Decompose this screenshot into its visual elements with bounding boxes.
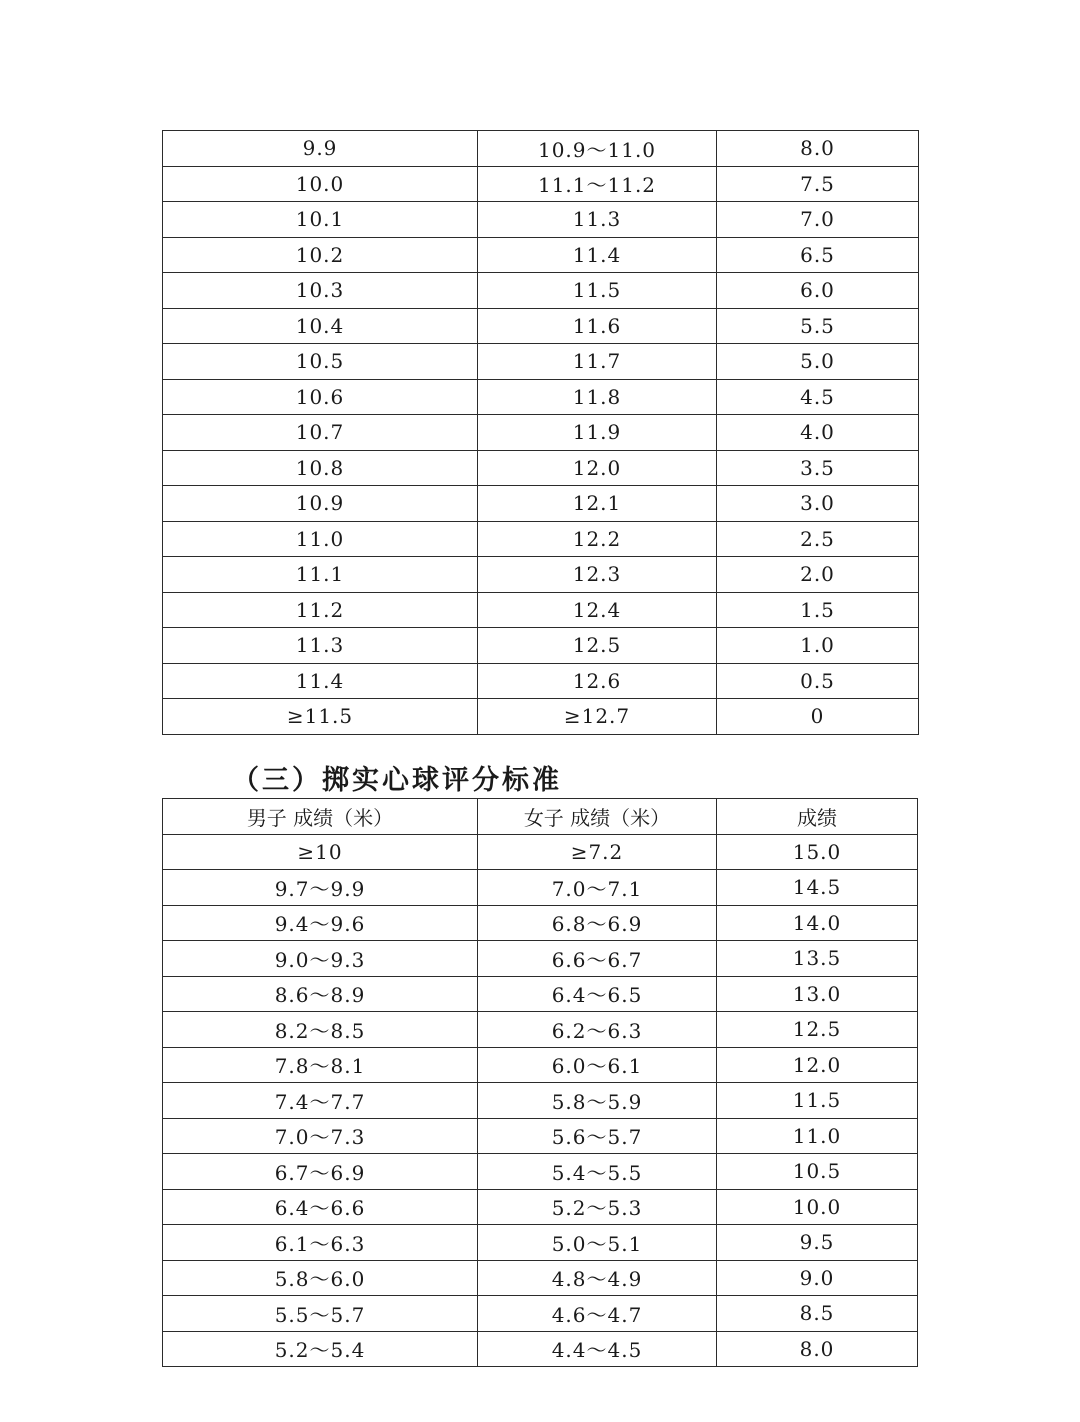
- score-cell: 14.0: [717, 905, 918, 941]
- male-result-cell: 5.8～6.0: [163, 1260, 478, 1296]
- male-result-cell: ≥10: [163, 834, 478, 870]
- table-row: [163, 1331, 918, 1367]
- table-row: [163, 273, 919, 309]
- male-result-cell: 10.1: [163, 202, 478, 238]
- table-row: [163, 344, 919, 380]
- scoring-table-continued-body: [163, 131, 919, 735]
- male-result-cell: 5.5～5.7: [163, 1296, 478, 1332]
- score-cell: 6.5: [717, 237, 919, 273]
- table-row: [163, 941, 918, 977]
- table-row: [163, 415, 919, 451]
- score-cell: 7.5: [717, 166, 919, 202]
- female-result-cell: 11.8: [478, 379, 717, 415]
- score-cell: 11.5: [717, 1083, 918, 1119]
- score-cell: 13.5: [717, 941, 918, 977]
- male-result-cell: 11.4: [163, 663, 478, 699]
- score-cell: 14.5: [717, 870, 918, 906]
- female-result-cell: 6.6～6.7: [478, 941, 717, 977]
- female-result-cell: 11.5: [478, 273, 717, 309]
- female-result-cell: 11.6: [478, 308, 717, 344]
- table-row: [163, 1225, 918, 1261]
- medicine-ball-scoring-table: [162, 798, 918, 1367]
- male-result-cell: 8.6～8.9: [163, 976, 478, 1012]
- table-row: [163, 592, 919, 628]
- score-cell: 1.5: [717, 592, 919, 628]
- table-row: [163, 834, 918, 870]
- score-cell: 8.5: [717, 1296, 918, 1332]
- male-result-cell: 11.1: [163, 557, 478, 593]
- score-cell: 15.0: [717, 834, 918, 870]
- female-result-cell: 11.4: [478, 237, 717, 273]
- table-row: [163, 131, 919, 167]
- male-result-cell: 10.3: [163, 273, 478, 309]
- female-result-cell: 12.2: [478, 521, 717, 557]
- table-row: [163, 976, 918, 1012]
- female-result-cell: ≥12.7: [478, 699, 717, 735]
- female-result-cell: 6.2～6.3: [478, 1012, 717, 1048]
- table-row: [163, 1083, 918, 1119]
- female-result-cell: 5.2～5.3: [478, 1189, 717, 1225]
- score-cell: 3.0: [717, 486, 919, 522]
- male-result-cell: 10.7: [163, 415, 478, 451]
- score-cell: 1.0: [717, 628, 919, 664]
- table-row: [163, 379, 919, 415]
- female-result-cell: 10.9～11.0: [478, 131, 717, 167]
- female-result-cell: 11.7: [478, 344, 717, 380]
- female-result-cell: 11.3: [478, 202, 717, 238]
- score-cell: 7.0: [717, 202, 919, 238]
- table-row: [163, 1260, 918, 1296]
- female-result-cell: 6.0～6.1: [478, 1047, 717, 1083]
- table-row: [163, 202, 919, 238]
- table-row: [163, 557, 919, 593]
- table-row: [163, 486, 919, 522]
- male-result-cell: 7.4～7.7: [163, 1083, 478, 1119]
- table-row: [163, 1012, 918, 1048]
- scoring-table-continued: [162, 130, 919, 735]
- male-result-cell: 10.5: [163, 344, 478, 380]
- female-result-cell: 11.9: [478, 415, 717, 451]
- female-result-cell: 7.0～7.1: [478, 870, 717, 906]
- male-result-cell: 9.7～9.9: [163, 870, 478, 906]
- male-result-cell: 10.2: [163, 237, 478, 273]
- table-row: [163, 450, 919, 486]
- score-cell: 13.0: [717, 976, 918, 1012]
- score-cell: 6.0: [717, 273, 919, 309]
- male-result-cell: 5.2～5.4: [163, 1331, 478, 1367]
- table-row: [163, 1154, 918, 1190]
- male-result-cell: 6.4～6.6: [163, 1189, 478, 1225]
- table-row: [163, 905, 918, 941]
- score-cell: 5.0: [717, 344, 919, 380]
- table-header-row: [163, 799, 918, 835]
- male-result-cell: 11.2: [163, 592, 478, 628]
- section-heading: （三）掷实心球评分标准: [232, 765, 562, 796]
- female-result-cell: 4.8～4.9: [478, 1260, 717, 1296]
- score-cell: 9.0: [717, 1260, 918, 1296]
- table-row: [163, 699, 919, 735]
- female-result-cell: 6.8～6.9: [478, 905, 717, 941]
- female-result-cell: 4.4～4.5: [478, 1331, 717, 1367]
- female-result-cell: 5.6～5.7: [478, 1118, 717, 1154]
- female-result-cell: 4.6～4.7: [478, 1296, 717, 1332]
- table-row: [163, 1189, 918, 1225]
- medicine-ball-scoring-table-body: [163, 834, 918, 1367]
- table-row: [163, 1118, 918, 1154]
- header-female-result: 女子 成绩（米）: [478, 799, 717, 835]
- female-result-cell: 6.4～6.5: [478, 976, 717, 1012]
- male-result-cell: 9.9: [163, 131, 478, 167]
- score-cell: 0: [717, 699, 919, 735]
- score-cell: 2.0: [717, 557, 919, 593]
- male-result-cell: 10.4: [163, 308, 478, 344]
- male-result-cell: 9.4～9.6: [163, 905, 478, 941]
- male-result-cell: 11.3: [163, 628, 478, 664]
- male-result-cell: 6.1～6.3: [163, 1225, 478, 1261]
- score-cell: 3.5: [717, 450, 919, 486]
- female-result-cell: 12.1: [478, 486, 717, 522]
- table-row: [163, 237, 919, 273]
- female-result-cell: 12.3: [478, 557, 717, 593]
- female-result-cell: 12.6: [478, 663, 717, 699]
- score-cell: 2.5: [717, 521, 919, 557]
- male-result-cell: 9.0～9.3: [163, 941, 478, 977]
- score-cell: 12.5: [717, 1012, 918, 1048]
- male-result-cell: ≥11.5: [163, 699, 478, 735]
- table-row: [163, 521, 919, 557]
- female-result-cell: 5.4～5.5: [478, 1154, 717, 1190]
- table-row: [163, 166, 919, 202]
- score-cell: 5.5: [717, 308, 919, 344]
- score-cell: 8.0: [717, 131, 919, 167]
- male-result-cell: 10.9: [163, 486, 478, 522]
- score-cell: 4.0: [717, 415, 919, 451]
- female-result-cell: 12.0: [478, 450, 717, 486]
- male-result-cell: 11.0: [163, 521, 478, 557]
- header-male-result: 男子 成绩（米）: [163, 799, 478, 835]
- female-result-cell: 5.0～5.1: [478, 1225, 717, 1261]
- score-cell: 10.0: [717, 1189, 918, 1225]
- female-result-cell: 12.5: [478, 628, 717, 664]
- female-result-cell: 11.1～11.2: [478, 166, 717, 202]
- male-result-cell: 8.2～8.5: [163, 1012, 478, 1048]
- table-row: [163, 1047, 918, 1083]
- table-row: [163, 1296, 918, 1332]
- score-cell: 11.0: [717, 1118, 918, 1154]
- score-cell: 8.0: [717, 1331, 918, 1367]
- male-result-cell: 10.0: [163, 166, 478, 202]
- table-row: [163, 870, 918, 906]
- score-cell: 10.5: [717, 1154, 918, 1190]
- female-result-cell: 5.8～5.9: [478, 1083, 717, 1119]
- score-cell: 9.5: [717, 1225, 918, 1261]
- score-cell: 0.5: [717, 663, 919, 699]
- score-cell: 4.5: [717, 379, 919, 415]
- male-result-cell: 10.8: [163, 450, 478, 486]
- male-result-cell: 7.0～7.3: [163, 1118, 478, 1154]
- table-row: [163, 308, 919, 344]
- male-result-cell: 10.6: [163, 379, 478, 415]
- female-result-cell: ≥7.2: [478, 834, 717, 870]
- table-row: [163, 628, 919, 664]
- table-row: [163, 663, 919, 699]
- female-result-cell: 12.4: [478, 592, 717, 628]
- male-result-cell: 7.8～8.1: [163, 1047, 478, 1083]
- male-result-cell: 6.7～6.9: [163, 1154, 478, 1190]
- score-cell: 12.0: [717, 1047, 918, 1083]
- header-score: 成绩: [717, 799, 918, 835]
